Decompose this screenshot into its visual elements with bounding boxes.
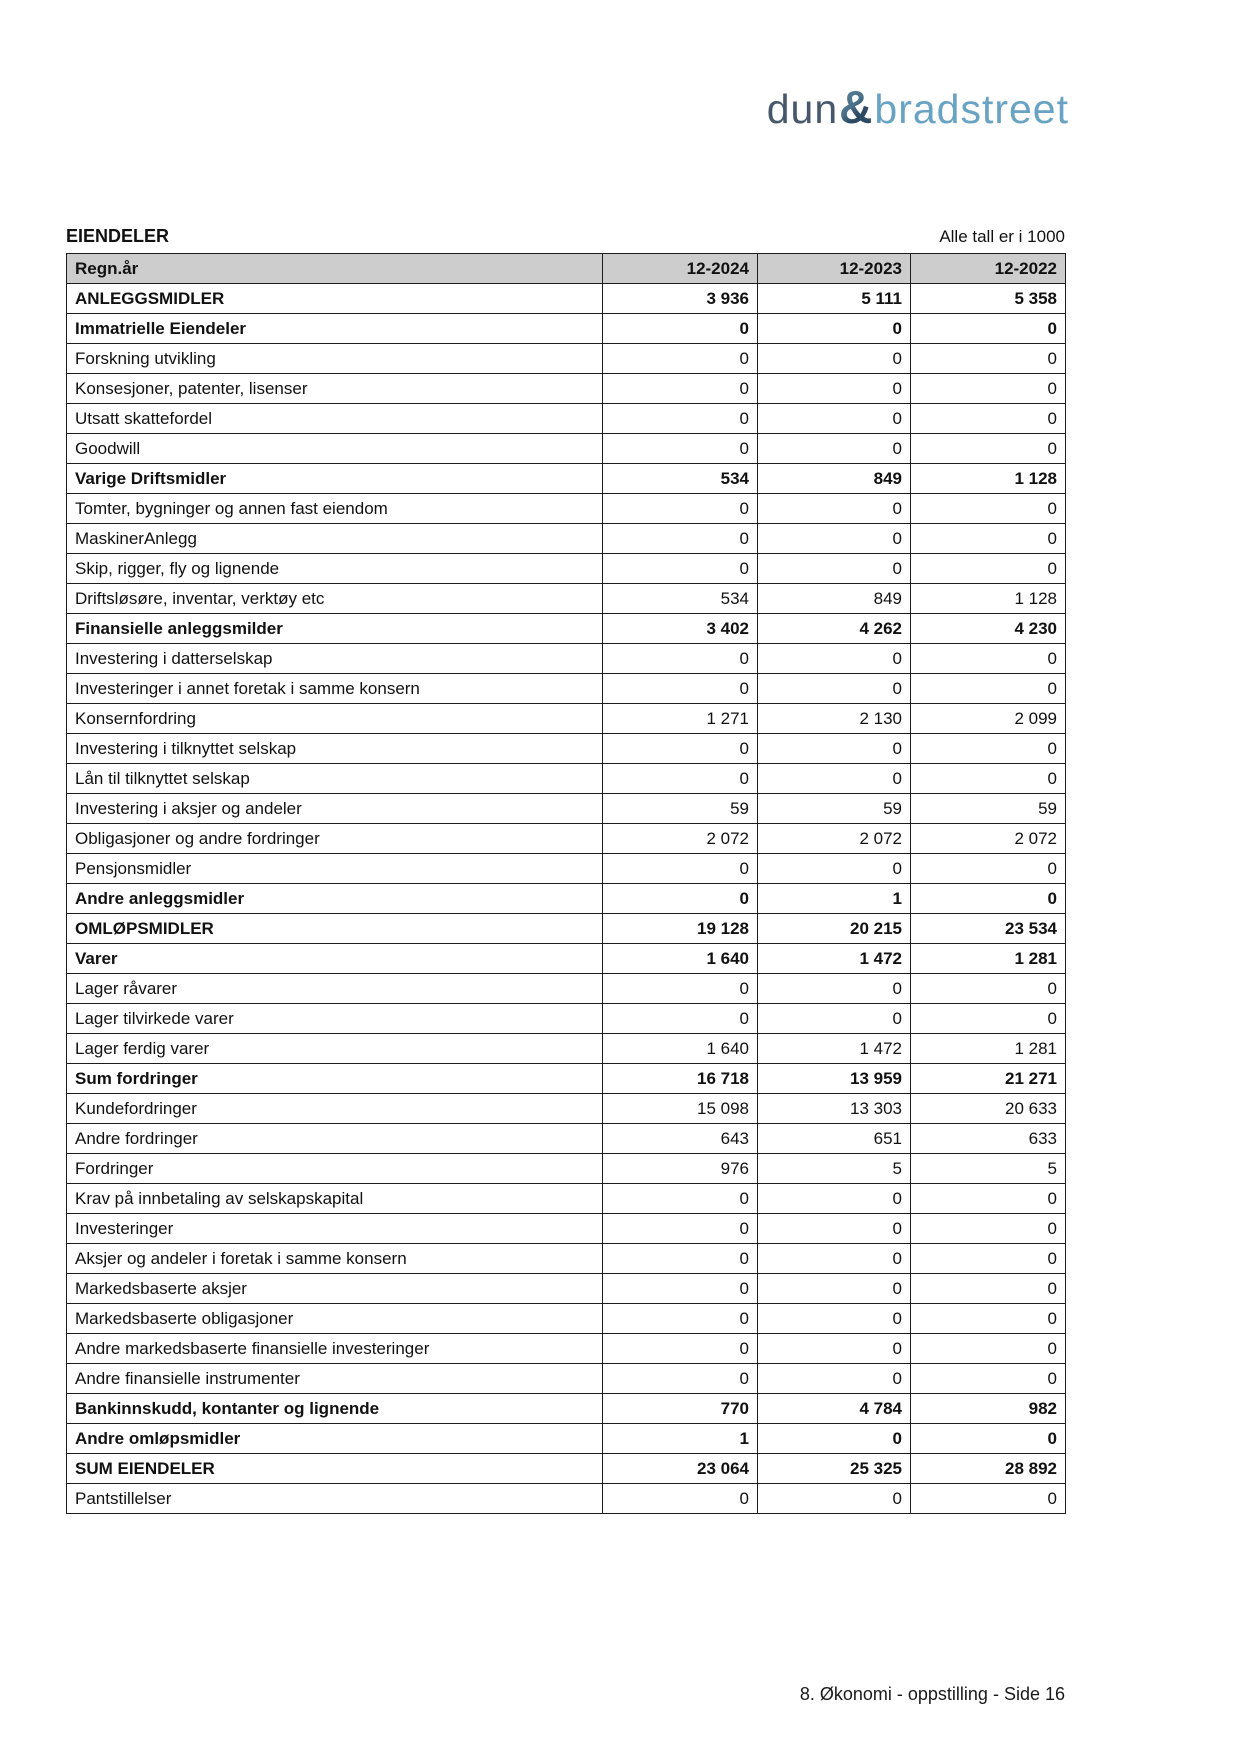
- row-value-2022: 633: [911, 1124, 1066, 1154]
- year-column-header-2022: 12-2022: [911, 254, 1066, 284]
- page-footer: 8. Økonomi - oppstilling - Side 16: [799, 1684, 1065, 1704]
- row-value-2024: 0: [603, 674, 758, 704]
- row-value-2022: 0: [911, 644, 1066, 674]
- row-value-2024: 23 064: [603, 1454, 758, 1484]
- row-label: SUM EIENDELER: [67, 1454, 603, 1484]
- table-row: [67, 824, 1066, 854]
- row-value-2023: 651: [758, 1124, 911, 1154]
- row-label: Immatrielle Eiendeler: [67, 314, 603, 344]
- row-value-2022: 0: [911, 404, 1066, 434]
- row-value-2022: 0: [911, 734, 1066, 764]
- table-header-row: [67, 254, 1066, 284]
- row-value-2022: 1 128: [911, 464, 1066, 494]
- row-value-2024: 0: [603, 344, 758, 374]
- row-value-2024: 0: [603, 1274, 758, 1304]
- row-value-2023: 2 130: [758, 704, 911, 734]
- units-note: Alle tall er i 1000: [939, 227, 1065, 246]
- row-value-2022: 28 892: [911, 1454, 1066, 1484]
- row-value-2022: 0: [911, 1484, 1066, 1514]
- row-value-2022: 0: [911, 374, 1066, 404]
- row-value-2023: 20 215: [758, 914, 911, 944]
- table-row: [67, 764, 1066, 794]
- row-value-2024: 0: [603, 1484, 758, 1514]
- table-row: [67, 1304, 1066, 1334]
- row-label: Andre anleggsmidler: [67, 884, 603, 914]
- row-value-2023: 0: [758, 524, 911, 554]
- table-row: [67, 1484, 1066, 1514]
- row-value-2024: 0: [603, 374, 758, 404]
- table-row: [67, 1244, 1066, 1274]
- row-value-2022: 0: [911, 494, 1066, 524]
- dun-bradstreet-logo: [767, 80, 1069, 134]
- row-label: Bankinnskudd, kontanter og lignende: [67, 1394, 603, 1424]
- table-row: [67, 644, 1066, 674]
- logo-text-dun: dun: [766, 86, 839, 132]
- row-value-2024: 0: [603, 434, 758, 464]
- row-value-2024: 0: [603, 884, 758, 914]
- row-value-2023: 0: [758, 764, 911, 794]
- row-value-2024: 534: [603, 584, 758, 614]
- row-label: Lager tilvirkede varer: [67, 1004, 603, 1034]
- row-label: Investering i tilknyttet selskap: [67, 734, 603, 764]
- table-row: [67, 1034, 1066, 1064]
- row-label: Varer: [67, 944, 603, 974]
- row-value-2023: 0: [758, 434, 911, 464]
- row-value-2024: 0: [603, 554, 758, 584]
- row-value-2024: 0: [603, 1004, 758, 1034]
- row-value-2023: 0: [758, 1244, 911, 1274]
- row-value-2023: 0: [758, 1364, 911, 1394]
- row-label: Pensjonsmidler: [67, 854, 603, 884]
- row-value-2024: 0: [603, 1364, 758, 1394]
- row-value-2023: 0: [758, 1184, 911, 1214]
- table-row: [67, 524, 1066, 554]
- row-value-2022: 0: [911, 884, 1066, 914]
- row-value-2022: 0: [911, 1214, 1066, 1244]
- logo-text-bradstreet: bradstreet: [874, 86, 1069, 132]
- row-value-2024: 16 718: [603, 1064, 758, 1094]
- row-value-2023: 0: [758, 1004, 911, 1034]
- row-value-2024: 0: [603, 494, 758, 524]
- row-value-2022: 5 358: [911, 284, 1066, 314]
- header-account-label: Regn.år: [67, 254, 603, 284]
- table-row: [67, 1214, 1066, 1244]
- row-value-2023: 0: [758, 374, 911, 404]
- row-value-2023: 0: [758, 974, 911, 1004]
- row-value-2024: 0: [603, 1334, 758, 1364]
- balance-table-body: [67, 284, 1066, 1514]
- row-value-2024: 534: [603, 464, 758, 494]
- row-value-2022: 0: [911, 1184, 1066, 1214]
- row-value-2023: 0: [758, 1484, 911, 1514]
- row-value-2023: 0: [758, 1334, 911, 1364]
- row-value-2023: 0: [758, 1304, 911, 1334]
- table-row: [67, 314, 1066, 344]
- row-value-2022: 0: [911, 1334, 1066, 1364]
- row-value-2024: 2 072: [603, 824, 758, 854]
- balance-sheet-table: [66, 253, 1066, 1514]
- table-row: [67, 434, 1066, 464]
- row-label: Lager ferdig varer: [67, 1034, 603, 1064]
- row-value-2023: 0: [758, 554, 911, 584]
- ampersand-icon: &: [839, 81, 874, 133]
- row-value-2022: 0: [911, 1274, 1066, 1304]
- table-row: [67, 884, 1066, 914]
- row-label: Investeringer: [67, 1214, 603, 1244]
- row-value-2022: 21 271: [911, 1064, 1066, 1094]
- table-row: [67, 1154, 1066, 1184]
- row-label: Finansielle anleggsmilder: [67, 614, 603, 644]
- row-label: Krav på innbetaling av selskapskapital: [67, 1184, 603, 1214]
- row-value-2022: 0: [911, 674, 1066, 704]
- row-value-2022: 0: [911, 764, 1066, 794]
- table-row: [67, 584, 1066, 614]
- year-column-header-2024: 12-2024: [603, 254, 758, 284]
- row-value-2022: 0: [911, 554, 1066, 584]
- row-value-2023: 13 303: [758, 1094, 911, 1124]
- row-value-2024: 0: [603, 1304, 758, 1334]
- row-value-2024: 3 402: [603, 614, 758, 644]
- row-value-2022: 0: [911, 524, 1066, 554]
- row-value-2024: 976: [603, 1154, 758, 1184]
- row-value-2024: 0: [603, 524, 758, 554]
- row-value-2023: 25 325: [758, 1454, 911, 1484]
- table-row: [67, 374, 1066, 404]
- row-value-2024: 0: [603, 1184, 758, 1214]
- row-value-2024: 0: [603, 314, 758, 344]
- row-value-2022: 0: [911, 1364, 1066, 1394]
- row-value-2022: 1 281: [911, 944, 1066, 974]
- table-row: [67, 974, 1066, 1004]
- table-row: [67, 494, 1066, 524]
- row-label: ANLEGGSMIDLER: [67, 284, 603, 314]
- row-value-2024: 770: [603, 1394, 758, 1424]
- table-row: [67, 404, 1066, 434]
- row-label: Fordringer: [67, 1154, 603, 1184]
- row-value-2022: 23 534: [911, 914, 1066, 944]
- row-label: Kundefordringer: [67, 1094, 603, 1124]
- table-row: [67, 734, 1066, 764]
- row-value-2024: 0: [603, 1244, 758, 1274]
- table-row: [67, 284, 1066, 314]
- row-value-2024: 59: [603, 794, 758, 824]
- row-value-2023: 0: [758, 494, 911, 524]
- row-label: Driftsløsøre, inventar, verktøy etc: [67, 584, 603, 614]
- table-row: [67, 1004, 1066, 1034]
- row-value-2023: 0: [758, 1274, 911, 1304]
- row-value-2023: 1 472: [758, 1034, 911, 1064]
- row-value-2023: 0: [758, 674, 911, 704]
- row-value-2023: 4 784: [758, 1394, 911, 1424]
- row-value-2023: 0: [758, 1424, 911, 1454]
- row-label: Aksjer og andeler i foretak i samme konsern: [67, 1244, 603, 1274]
- row-value-2024: 1 271: [603, 704, 758, 734]
- row-label: Andre finansielle instrumenter: [67, 1364, 603, 1394]
- row-value-2023: 0: [758, 344, 911, 374]
- row-value-2022: 0: [911, 974, 1066, 1004]
- row-label: Markedsbaserte obligasjoner: [67, 1304, 603, 1334]
- row-value-2024: 0: [603, 854, 758, 884]
- row-value-2024: 0: [603, 974, 758, 1004]
- row-value-2024: 1 640: [603, 944, 758, 974]
- row-value-2023: 0: [758, 644, 911, 674]
- row-value-2022: 0: [911, 434, 1066, 464]
- row-value-2023: 4 262: [758, 614, 911, 644]
- row-value-2023: 0: [758, 1214, 911, 1244]
- row-value-2023: 2 072: [758, 824, 911, 854]
- row-label: OMLØPSMIDLER: [67, 914, 603, 944]
- row-value-2022: 0: [911, 314, 1066, 344]
- row-value-2024: 15 098: [603, 1094, 758, 1124]
- row-label: Obligasjoner og andre fordringer: [67, 824, 603, 854]
- row-value-2022: 59: [911, 794, 1066, 824]
- table-row: [67, 1094, 1066, 1124]
- table-row: [67, 614, 1066, 644]
- table-row: [67, 1424, 1066, 1454]
- table-row: [67, 1334, 1066, 1364]
- row-label: Konsesjoner, patenter, lisenser: [67, 374, 603, 404]
- row-value-2022: 4 230: [911, 614, 1066, 644]
- row-value-2023: 849: [758, 584, 911, 614]
- row-value-2023: 13 959: [758, 1064, 911, 1094]
- row-value-2022: 2 099: [911, 704, 1066, 734]
- row-label: Lån til tilknyttet selskap: [67, 764, 603, 794]
- row-value-2024: 1: [603, 1424, 758, 1454]
- table-row: [67, 794, 1066, 824]
- table-row: [67, 674, 1066, 704]
- table-row: [67, 944, 1066, 974]
- table-row: [67, 1274, 1066, 1304]
- table-row: [67, 344, 1066, 374]
- table-row: [67, 704, 1066, 734]
- table-row: [67, 1364, 1066, 1394]
- row-value-2024: 0: [603, 1214, 758, 1244]
- row-value-2023: 0: [758, 314, 911, 344]
- row-value-2023: 1: [758, 884, 911, 914]
- row-label: Investeringer i annet foretak i samme konsern: [67, 674, 603, 704]
- table-row: [67, 1394, 1066, 1424]
- year-column-header-2023: 12-2023: [758, 254, 911, 284]
- row-value-2022: 0: [911, 1424, 1066, 1454]
- row-label: Lager råvarer: [67, 974, 603, 1004]
- row-value-2024: 0: [603, 764, 758, 794]
- row-value-2024: 0: [603, 734, 758, 764]
- row-label: Andre fordringer: [67, 1124, 603, 1154]
- row-label: Utsatt skattefordel: [67, 404, 603, 434]
- row-value-2022: 0: [911, 854, 1066, 884]
- table-row: [67, 1124, 1066, 1154]
- row-label: Pantstillelser: [67, 1484, 603, 1514]
- row-label: MaskinerAnlegg: [67, 524, 603, 554]
- row-label: Skip, rigger, fly og lignende: [67, 554, 603, 584]
- row-value-2022: 2 072: [911, 824, 1066, 854]
- row-value-2023: 5 111: [758, 284, 911, 314]
- section-title: EIENDELER: [66, 226, 170, 246]
- row-label: Investering i datterselskap: [67, 644, 603, 674]
- row-value-2023: 0: [758, 734, 911, 764]
- row-value-2024: 0: [603, 404, 758, 434]
- row-value-2023: 59: [758, 794, 911, 824]
- table-row: [67, 464, 1066, 494]
- table-row: [67, 554, 1066, 584]
- table-row: [67, 1454, 1066, 1484]
- row-value-2022: 1 128: [911, 584, 1066, 614]
- row-value-2022: 982: [911, 1394, 1066, 1424]
- row-value-2022: 0: [911, 1244, 1066, 1274]
- row-value-2024: 3 936: [603, 284, 758, 314]
- row-value-2023: 1 472: [758, 944, 911, 974]
- row-value-2023: 5: [758, 1154, 911, 1184]
- row-value-2022: 0: [911, 344, 1066, 374]
- row-label: Tomter, bygninger og annen fast eiendom: [67, 494, 603, 524]
- row-label: Sum fordringer: [67, 1064, 603, 1094]
- table-title-row: [66, 226, 1065, 247]
- row-value-2023: 0: [758, 404, 911, 434]
- row-value-2022: 1 281: [911, 1034, 1066, 1064]
- row-label: Andre markedsbaserte finansielle investeringer: [67, 1334, 603, 1364]
- table-row: [67, 1064, 1066, 1094]
- balance-sheet-table-wrap: [66, 253, 1065, 1514]
- row-value-2024: 643: [603, 1124, 758, 1154]
- row-value-2022: 0: [911, 1004, 1066, 1034]
- row-label: Varige Driftsmidler: [67, 464, 603, 494]
- row-value-2023: 0: [758, 854, 911, 884]
- row-value-2024: 1 640: [603, 1034, 758, 1064]
- table-row: [67, 1184, 1066, 1214]
- row-value-2022: 5: [911, 1154, 1066, 1184]
- row-label: Investering i aksjer og andeler: [67, 794, 603, 824]
- row-label: Konsernfordring: [67, 704, 603, 734]
- table-row: [67, 914, 1066, 944]
- row-value-2023: 849: [758, 464, 911, 494]
- row-label: Forskning utvikling: [67, 344, 603, 374]
- row-label: Markedsbaserte aksjer: [67, 1274, 603, 1304]
- row-value-2022: 20 633: [911, 1094, 1066, 1124]
- row-label: Goodwill: [67, 434, 603, 464]
- row-value-2022: 0: [911, 1304, 1066, 1334]
- table-row: [67, 854, 1066, 884]
- row-value-2024: 19 128: [603, 914, 758, 944]
- row-label: Andre omløpsmidler: [67, 1424, 603, 1454]
- row-value-2024: 0: [603, 644, 758, 674]
